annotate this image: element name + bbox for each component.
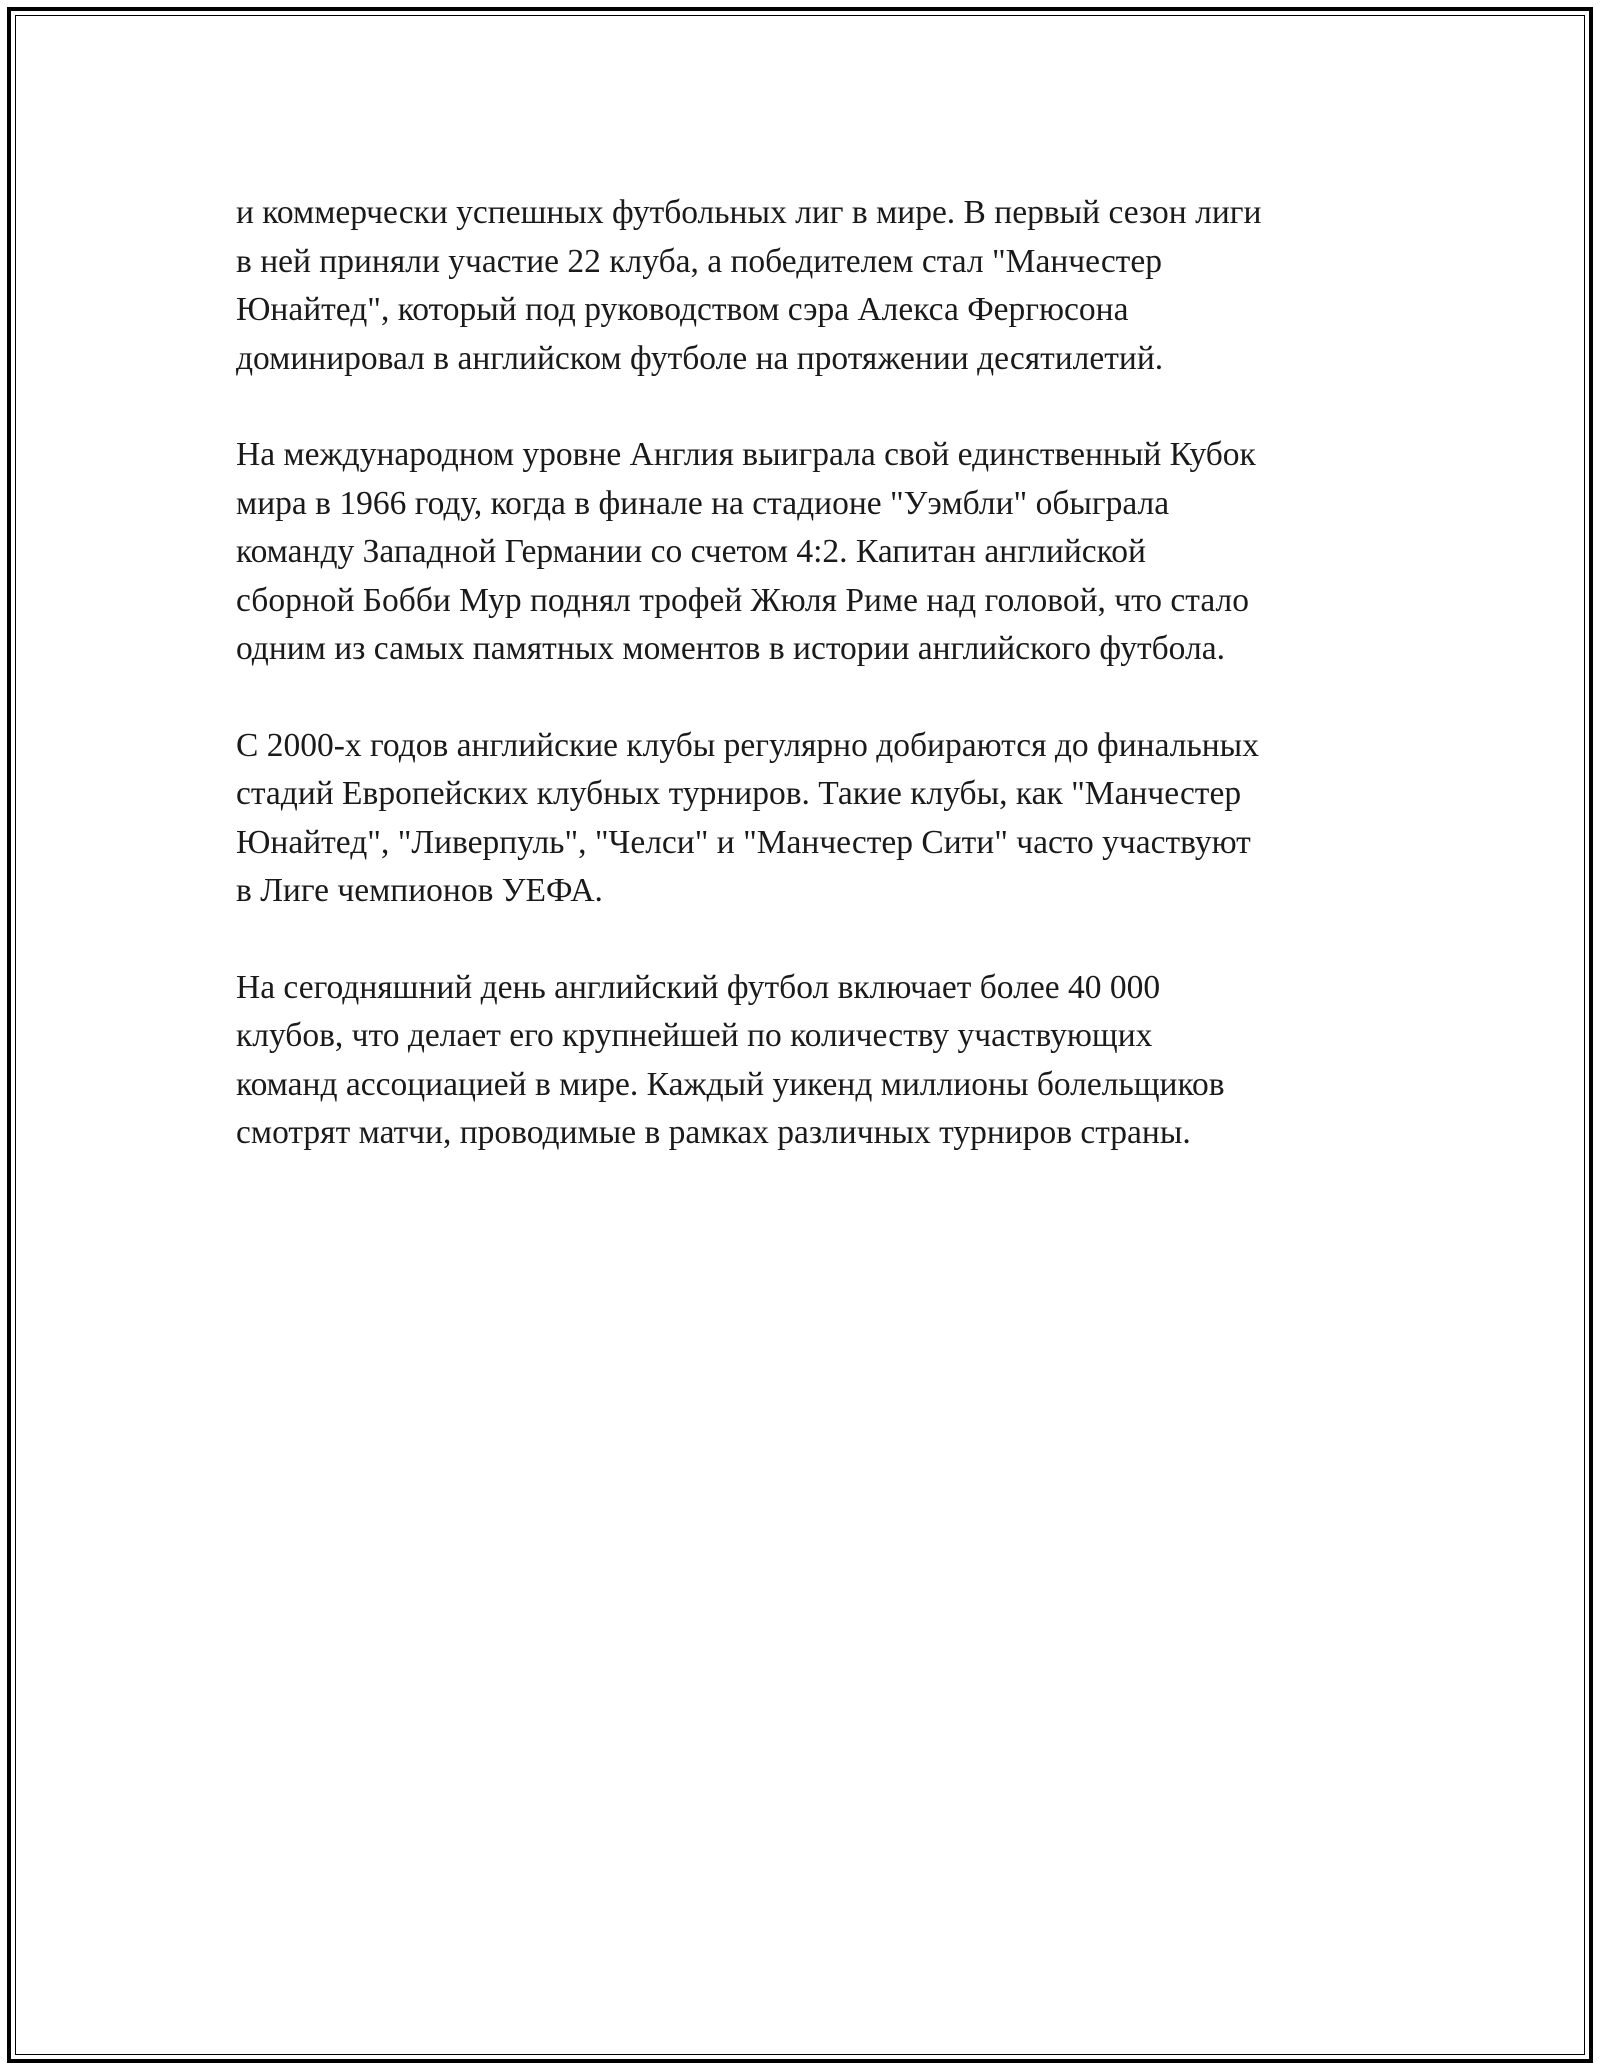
- document-body: [236, 189, 1376, 1206]
- paragraph-football-today: На сегодняшний день английский футбол включает более 40 000 клубов, что делает его крупнейшей по количеству участвующих команд ассоциацией в мире. Каждый уикенд миллионы болельщиков смотрят матчи, проводимые в рамках различных турниров страны.: [236, 968, 1225, 1151]
- paragraph-world-cup-1966: На международном уровне Англия выиграла свой единственный Кубок мира в 1966 году, когда в финале на стадионе "Уэмбли" обыграла команду Западной Германии со счетом 4:2. Капитан английской сборной Бобби Мур поднял трофей Жюля Риме над головой, что стало одним из самых памятных моментов в истории английского футбола.: [236, 436, 1256, 667]
- paragraph-european-clubs: С 2000-х годов английские клубы регулярно добираются до финальных стадий Европейских клубных турниров. Такие клубы, как "Манчестер Юнайтед", "Ливерпуль", "Челси" и "Манчестер Сити" часто участвуют в Лиге чемпионов УЕФА.: [236, 726, 1259, 909]
- paragraph-premier-league: и коммерчески успешных футбольных лиг в мире. В первый сезон лиги в ней приняли участие 22 клуба, а победителем стал "Манчестер Юнайтед", который под руководством сэра Алекса Фергюсона доминировал в английском футболе на протяжении десятилетий.: [236, 194, 1262, 377]
